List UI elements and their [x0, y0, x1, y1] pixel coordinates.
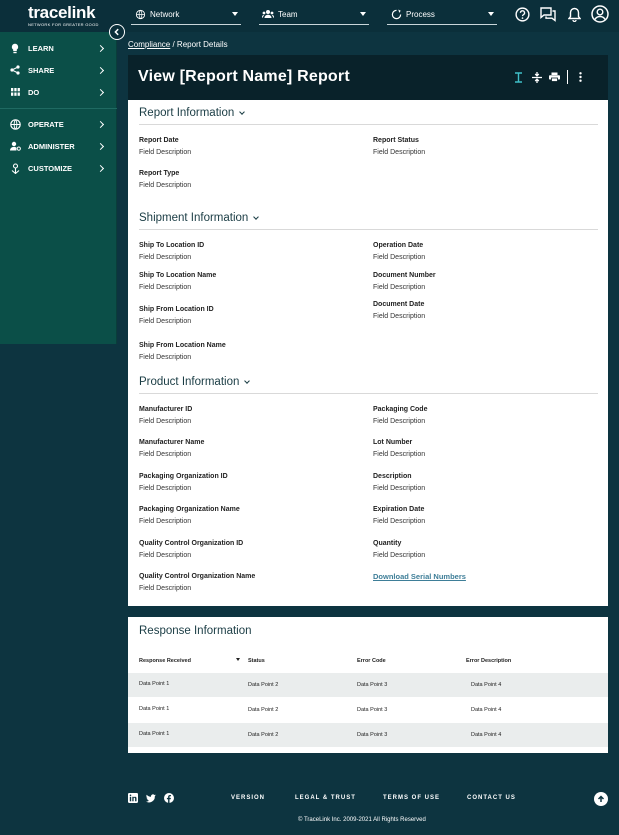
table-cell: Data Point 2: [248, 682, 279, 688]
process-selector[interactable]: [387, 4, 497, 25]
section-title: Shipment Information: [139, 212, 249, 224]
table-cell: Data Point 4: [471, 682, 502, 688]
logo-name: tracelink: [28, 3, 96, 22]
shipment-information-toggle[interactable]: [139, 212, 258, 224]
field-label: Quality Control Organization Name: [139, 573, 256, 580]
sidebar: [0, 32, 117, 344]
field-value: Field Description: [373, 552, 426, 559]
table-cell: Data Point 1: [139, 681, 170, 687]
response-information-card: [128, 617, 608, 753]
customize-icon: [9, 162, 21, 174]
arrow-up-icon: [597, 795, 605, 803]
field-ship-to-location-id: [139, 240, 204, 264]
sidebar-item-label: SHARE: [28, 65, 55, 75]
field-value: Field Description: [373, 149, 426, 156]
field-value: Field Description: [373, 284, 426, 291]
team-icon: [262, 8, 274, 20]
column-header-response-received[interactable]: Response Received: [139, 658, 191, 664]
sort-desc-icon[interactable]: [236, 658, 240, 661]
twitter-icon[interactable]: [146, 793, 156, 803]
field-label: Ship From Location Name: [139, 342, 226, 349]
section-divider: [139, 393, 598, 394]
section-divider: [139, 229, 598, 230]
text-cursor-icon[interactable]: [513, 72, 524, 83]
field-label: Manufacturer ID: [139, 406, 193, 413]
footer-link-terms-of-use[interactable]: TERMS OF USE: [383, 795, 441, 801]
field-value: Field Description: [139, 354, 192, 361]
response-information-title: Response Information: [139, 625, 252, 637]
field-manufacturer-id: [139, 404, 192, 428]
field-packaging-code: [373, 404, 427, 428]
download-serial-numbers-link[interactable]: Download Serial Numbers: [373, 572, 466, 581]
table-cell: Data Point 3: [357, 682, 388, 688]
print-icon[interactable]: [549, 72, 560, 83]
field-value: Field Description: [373, 313, 426, 320]
field-value: Field Description: [139, 284, 192, 291]
chevron-right-icon: [97, 66, 104, 73]
footer-link-legal-trust[interactable]: LEGAL & TRUST: [295, 795, 356, 801]
sidebar-item-label: ADMINISTER: [28, 141, 75, 151]
sidebar-item-customize[interactable]: [0, 158, 117, 178]
social-links: [128, 793, 174, 803]
field-label: Expiration Date: [373, 506, 425, 513]
section-title: Report Information: [139, 107, 235, 119]
chevron-down-icon: [245, 378, 251, 384]
sidebar-item-label: LEARN: [28, 43, 54, 53]
table-cell: Data Point 1: [139, 731, 170, 737]
field-value: Field Description: [139, 552, 192, 559]
field-label: Document Number: [373, 272, 436, 279]
chevron-right-icon: [97, 44, 104, 51]
sidebar-item-operate[interactable]: [0, 114, 117, 134]
field-ship-from-location-name: [139, 340, 226, 364]
field-report-date: [139, 135, 191, 159]
copyright-text: © TraceLink Inc. 2009-2021 All Rights Reserved: [298, 817, 426, 823]
grid-icon: [9, 86, 21, 98]
field-quantity: [373, 538, 425, 562]
field-quality-control-organization-id: [139, 538, 243, 562]
field-value: Field Description: [139, 182, 192, 189]
field-value: Field Description: [373, 451, 426, 458]
team-label: Team: [278, 9, 298, 19]
sidebar-item-do[interactable]: [0, 82, 117, 102]
footer-link-contact-us[interactable]: CONTACT US: [467, 795, 516, 801]
field-value: Field Description: [139, 149, 192, 156]
field-value: Field Description: [139, 485, 192, 492]
field-label: Quantity: [373, 540, 402, 547]
linkedin-icon[interactable]: [128, 793, 138, 803]
field-label: Ship To Location ID: [139, 242, 205, 249]
share-icon: [9, 64, 21, 76]
field-packaging-organization-id: [139, 471, 228, 495]
field-value: Field Description: [373, 418, 426, 425]
account-icon[interactable]: [591, 5, 609, 23]
chat-icon[interactable]: [539, 5, 557, 23]
sidebar-collapse-button[interactable]: [109, 24, 125, 40]
chevron-right-icon: [97, 142, 104, 149]
scroll-to-top-button[interactable]: [594, 792, 608, 806]
sidebar-item-learn[interactable]: [0, 38, 117, 58]
report-information-toggle[interactable]: [139, 107, 244, 119]
field-packaging-organization-name: [139, 504, 240, 528]
page-title: View [Report Name] Report: [138, 68, 350, 85]
field-value: Field Description: [139, 254, 192, 261]
chevron-down-icon: [232, 12, 238, 16]
globe-icon: [9, 118, 21, 130]
compress-icon[interactable]: [531, 72, 542, 83]
top-bar: [0, 0, 619, 32]
field-label: Packaging Organization Name: [139, 506, 240, 513]
chevron-down-icon: [488, 12, 494, 16]
chevron-down-icon: [253, 214, 259, 220]
help-icon[interactable]: [513, 5, 531, 23]
team-selector[interactable]: [259, 4, 369, 25]
facebook-icon[interactable]: [164, 793, 174, 803]
table-cell: Data Point 4: [471, 707, 502, 713]
field-ship-from-location-id: [139, 304, 214, 328]
table-cell: Data Point 1: [139, 706, 170, 712]
chevron-down-icon: [360, 12, 366, 16]
logo-tagline: NETWORK FOR GREATER GOOD: [28, 22, 99, 27]
report-details-card: [128, 100, 608, 606]
field-expiration-date: [373, 504, 425, 528]
table-row[interactable]: [128, 698, 608, 722]
table-cell: Data Point 2: [248, 707, 279, 713]
field-label: Description: [373, 473, 412, 480]
field-report-status: [373, 135, 425, 159]
breadcrumb: [128, 40, 228, 49]
footer-link-version[interactable]: VERSION: [231, 795, 266, 801]
field-label: Document Date: [373, 301, 425, 308]
field-report-type: [139, 168, 191, 192]
field-lot-number: [373, 437, 425, 461]
field-description: [373, 471, 425, 495]
table-header: [128, 651, 608, 673]
field-label: Operation Date: [373, 242, 424, 249]
network-icon: [134, 8, 146, 20]
field-label: Report Type: [139, 170, 180, 177]
sidebar-item-label: DO: [28, 87, 40, 97]
table-row[interactable]: [128, 673, 608, 697]
table-cell: Data Point 2: [248, 732, 279, 738]
lightbulb-icon: [9, 42, 21, 54]
sidebar-item-administer[interactable]: [0, 136, 117, 156]
column-header-error-description[interactable]: Error Description: [466, 658, 512, 664]
bell-icon[interactable]: [565, 5, 583, 23]
sidebar-item-label: CUSTOMIZE: [28, 163, 73, 173]
field-label: Report Date: [139, 137, 179, 144]
field-value: Field Description: [139, 451, 192, 458]
table-cell: Data Point 3: [357, 707, 388, 713]
field-document-number: [373, 270, 436, 294]
tracelink-logo[interactable]: [28, 5, 99, 27]
chevron-down-icon: [239, 109, 245, 115]
column-header-status[interactable]: Status: [248, 658, 265, 664]
field-value: Field Description: [373, 254, 426, 261]
chevron-right-icon: [97, 164, 104, 171]
breadcrumb-separator: /: [170, 40, 177, 49]
field-label: Lot Number: [373, 439, 413, 446]
field-manufacturer-name: [139, 437, 204, 461]
field-value: Field Description: [139, 318, 192, 325]
sidebar-divider: [0, 108, 117, 109]
field-label: Ship From Location ID: [139, 306, 214, 313]
field-value: Field Description: [139, 418, 192, 425]
field-quality-control-organization-name: [139, 571, 255, 595]
more-options-icon[interactable]: [575, 72, 586, 83]
admin-icon: [9, 140, 21, 152]
breadcrumb-link-compliance[interactable]: Compliance: [128, 40, 171, 49]
field-label: Packaging Code: [373, 406, 428, 413]
field-label: Manufacturer Name: [139, 439, 205, 446]
toolbar-divider: [567, 70, 568, 84]
field-document-date: [373, 299, 425, 323]
field-value: Field Description: [139, 518, 192, 525]
chevron-right-icon: [97, 88, 104, 95]
sidebar-item-share[interactable]: [0, 60, 117, 80]
process-label: Process: [406, 9, 435, 19]
field-label: Report Status: [373, 137, 419, 144]
field-label: Packaging Organization ID: [139, 473, 228, 480]
field-label: Ship To Location Name: [139, 272, 217, 279]
column-header-error-code[interactable]: Error Code: [357, 658, 386, 664]
chevron-right-icon: [97, 120, 104, 127]
field-operation-date: [373, 240, 425, 264]
sidebar-item-label: OPERATE: [28, 119, 64, 129]
product-information-toggle[interactable]: [139, 376, 249, 388]
network-selector[interactable]: [131, 4, 241, 25]
field-value: Field Description: [373, 485, 426, 492]
breadcrumb-current: Report Details: [176, 40, 228, 49]
field-ship-to-location-name: [139, 270, 216, 294]
section-title: Product Information: [139, 376, 240, 388]
table-row[interactable]: [128, 723, 608, 747]
field-label: Quality Control Organization ID: [139, 540, 244, 547]
network-label: Network: [150, 9, 180, 19]
section-divider: [139, 124, 598, 125]
title-bar: [128, 55, 608, 100]
field-value: Field Description: [373, 518, 426, 525]
chevron-left-icon: [113, 28, 121, 36]
table-cell: Data Point 4: [471, 732, 502, 738]
process-icon: [390, 8, 402, 20]
field-value: Field Description: [139, 585, 192, 592]
table-cell: Data Point 3: [357, 732, 388, 738]
